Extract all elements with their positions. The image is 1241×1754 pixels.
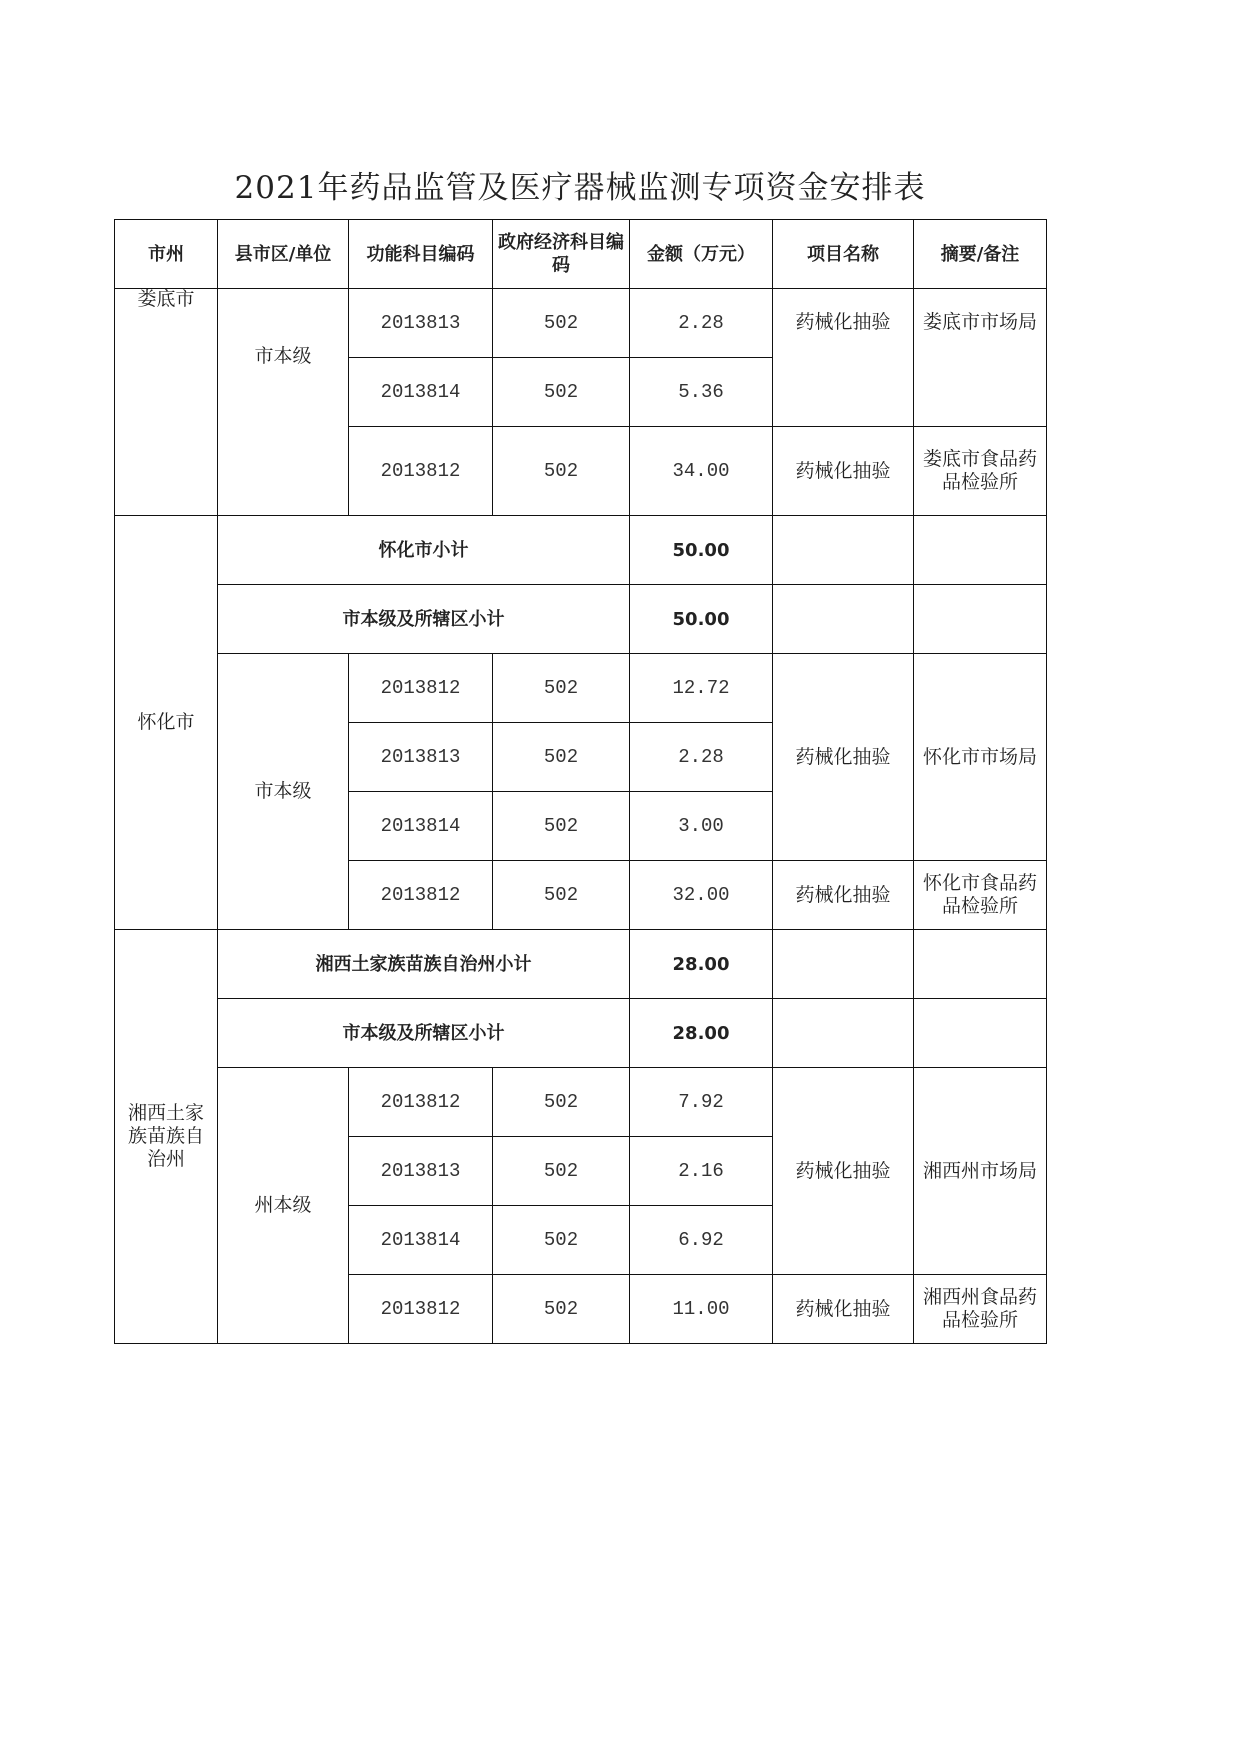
econ-code: 502	[493, 289, 630, 358]
unit-cell: 市本级	[218, 654, 349, 930]
func-code: 2013813	[349, 1137, 493, 1206]
func-code: 2013813	[349, 289, 493, 358]
amount: 5.36	[630, 358, 773, 427]
func-code: 2013813	[349, 723, 493, 792]
amount: 12.72	[630, 654, 773, 723]
level-subtotal-amount: 50.00	[630, 585, 773, 654]
subtotal-row	[115, 999, 1047, 1068]
func-code: 2013812	[349, 1275, 493, 1344]
table-row	[115, 654, 1047, 723]
project-name: 药械化抽验	[773, 654, 914, 861]
econ-code: 502	[493, 1137, 630, 1206]
amount: 2.28	[630, 289, 773, 358]
header-project: 项目名称	[773, 220, 914, 289]
page-title: 2021年药品监管及医疗器械监测专项资金安排表	[234, 170, 926, 206]
subtotal-row	[115, 516, 1047, 585]
unit-cell: 州本级	[218, 1068, 349, 1344]
header-remark: 摘要/备注	[914, 220, 1047, 289]
header-city: 市州	[115, 220, 218, 289]
empty-cell	[914, 516, 1047, 585]
econ-code: 502	[493, 792, 630, 861]
empty-cell	[773, 516, 914, 585]
header-econ-code: 政府经济科目编码	[493, 220, 630, 289]
func-code: 2013812	[349, 654, 493, 723]
amount: 6.92	[630, 1206, 773, 1275]
empty-cell	[773, 930, 914, 999]
level-subtotal-label: 市本级及所辖区小计	[218, 999, 630, 1068]
level-subtotal-label: 市本级及所辖区小计	[218, 585, 630, 654]
amount: 3.00	[630, 792, 773, 861]
subtotal-label: 湘西土家族苗族自治州小计	[218, 930, 630, 999]
project-name: 药械化抽验	[773, 427, 914, 516]
remark: 怀化市市场局	[914, 654, 1047, 861]
empty-cell	[773, 585, 914, 654]
econ-code: 502	[493, 654, 630, 723]
remark: 娄底市食品药品检验所	[914, 427, 1047, 516]
econ-code: 502	[493, 427, 630, 516]
header-unit: 县市区/单位	[218, 220, 349, 289]
remark: 娄底市市场局	[914, 289, 1047, 427]
func-code: 2013814	[349, 792, 493, 861]
subtotal-row	[115, 585, 1047, 654]
econ-code: 502	[493, 861, 630, 930]
unit-cell: 市本级	[218, 289, 349, 516]
econ-code: 502	[493, 1275, 630, 1344]
project-name: 药械化抽验	[773, 861, 914, 930]
city-cell: 怀化市	[115, 516, 218, 930]
empty-cell	[914, 999, 1047, 1068]
func-code: 2013812	[349, 427, 493, 516]
header-amount: 金额（万元）	[630, 220, 773, 289]
empty-cell	[773, 999, 914, 1068]
funding-table	[114, 219, 1047, 1344]
city-cell: 湘西土家族苗族自治州	[115, 930, 218, 1344]
subtotal-label: 怀化市小计	[218, 516, 630, 585]
project-name: 药械化抽验	[773, 1275, 914, 1344]
amount: 34.00	[630, 427, 773, 516]
amount: 2.16	[630, 1137, 773, 1206]
func-code: 2013814	[349, 1206, 493, 1275]
city-cell: 娄底市	[115, 289, 218, 516]
header-row	[115, 220, 1047, 289]
amount: 32.00	[630, 861, 773, 930]
table-row	[115, 289, 1047, 358]
func-code: 2013814	[349, 358, 493, 427]
remark: 怀化市食品药品检验所	[914, 861, 1047, 930]
amount: 2.28	[630, 723, 773, 792]
level-subtotal-amount: 28.00	[630, 999, 773, 1068]
econ-code: 502	[493, 358, 630, 427]
econ-code: 502	[493, 1068, 630, 1137]
subtotal-amount: 28.00	[630, 930, 773, 999]
func-code: 2013812	[349, 1068, 493, 1137]
table-row	[115, 1068, 1047, 1137]
empty-cell	[914, 930, 1047, 999]
project-name: 药械化抽验	[773, 1068, 914, 1275]
econ-code: 502	[493, 723, 630, 792]
func-code: 2013812	[349, 861, 493, 930]
remark: 湘西州市场局	[914, 1068, 1047, 1275]
subtotal-row	[115, 930, 1047, 999]
header-func-code: 功能科目编码	[349, 220, 493, 289]
amount: 11.00	[630, 1275, 773, 1344]
amount: 7.92	[630, 1068, 773, 1137]
econ-code: 502	[493, 1206, 630, 1275]
remark: 湘西州食品药品检验所	[914, 1275, 1047, 1344]
subtotal-amount: 50.00	[630, 516, 773, 585]
empty-cell	[914, 585, 1047, 654]
project-name: 药械化抽验	[773, 289, 914, 427]
